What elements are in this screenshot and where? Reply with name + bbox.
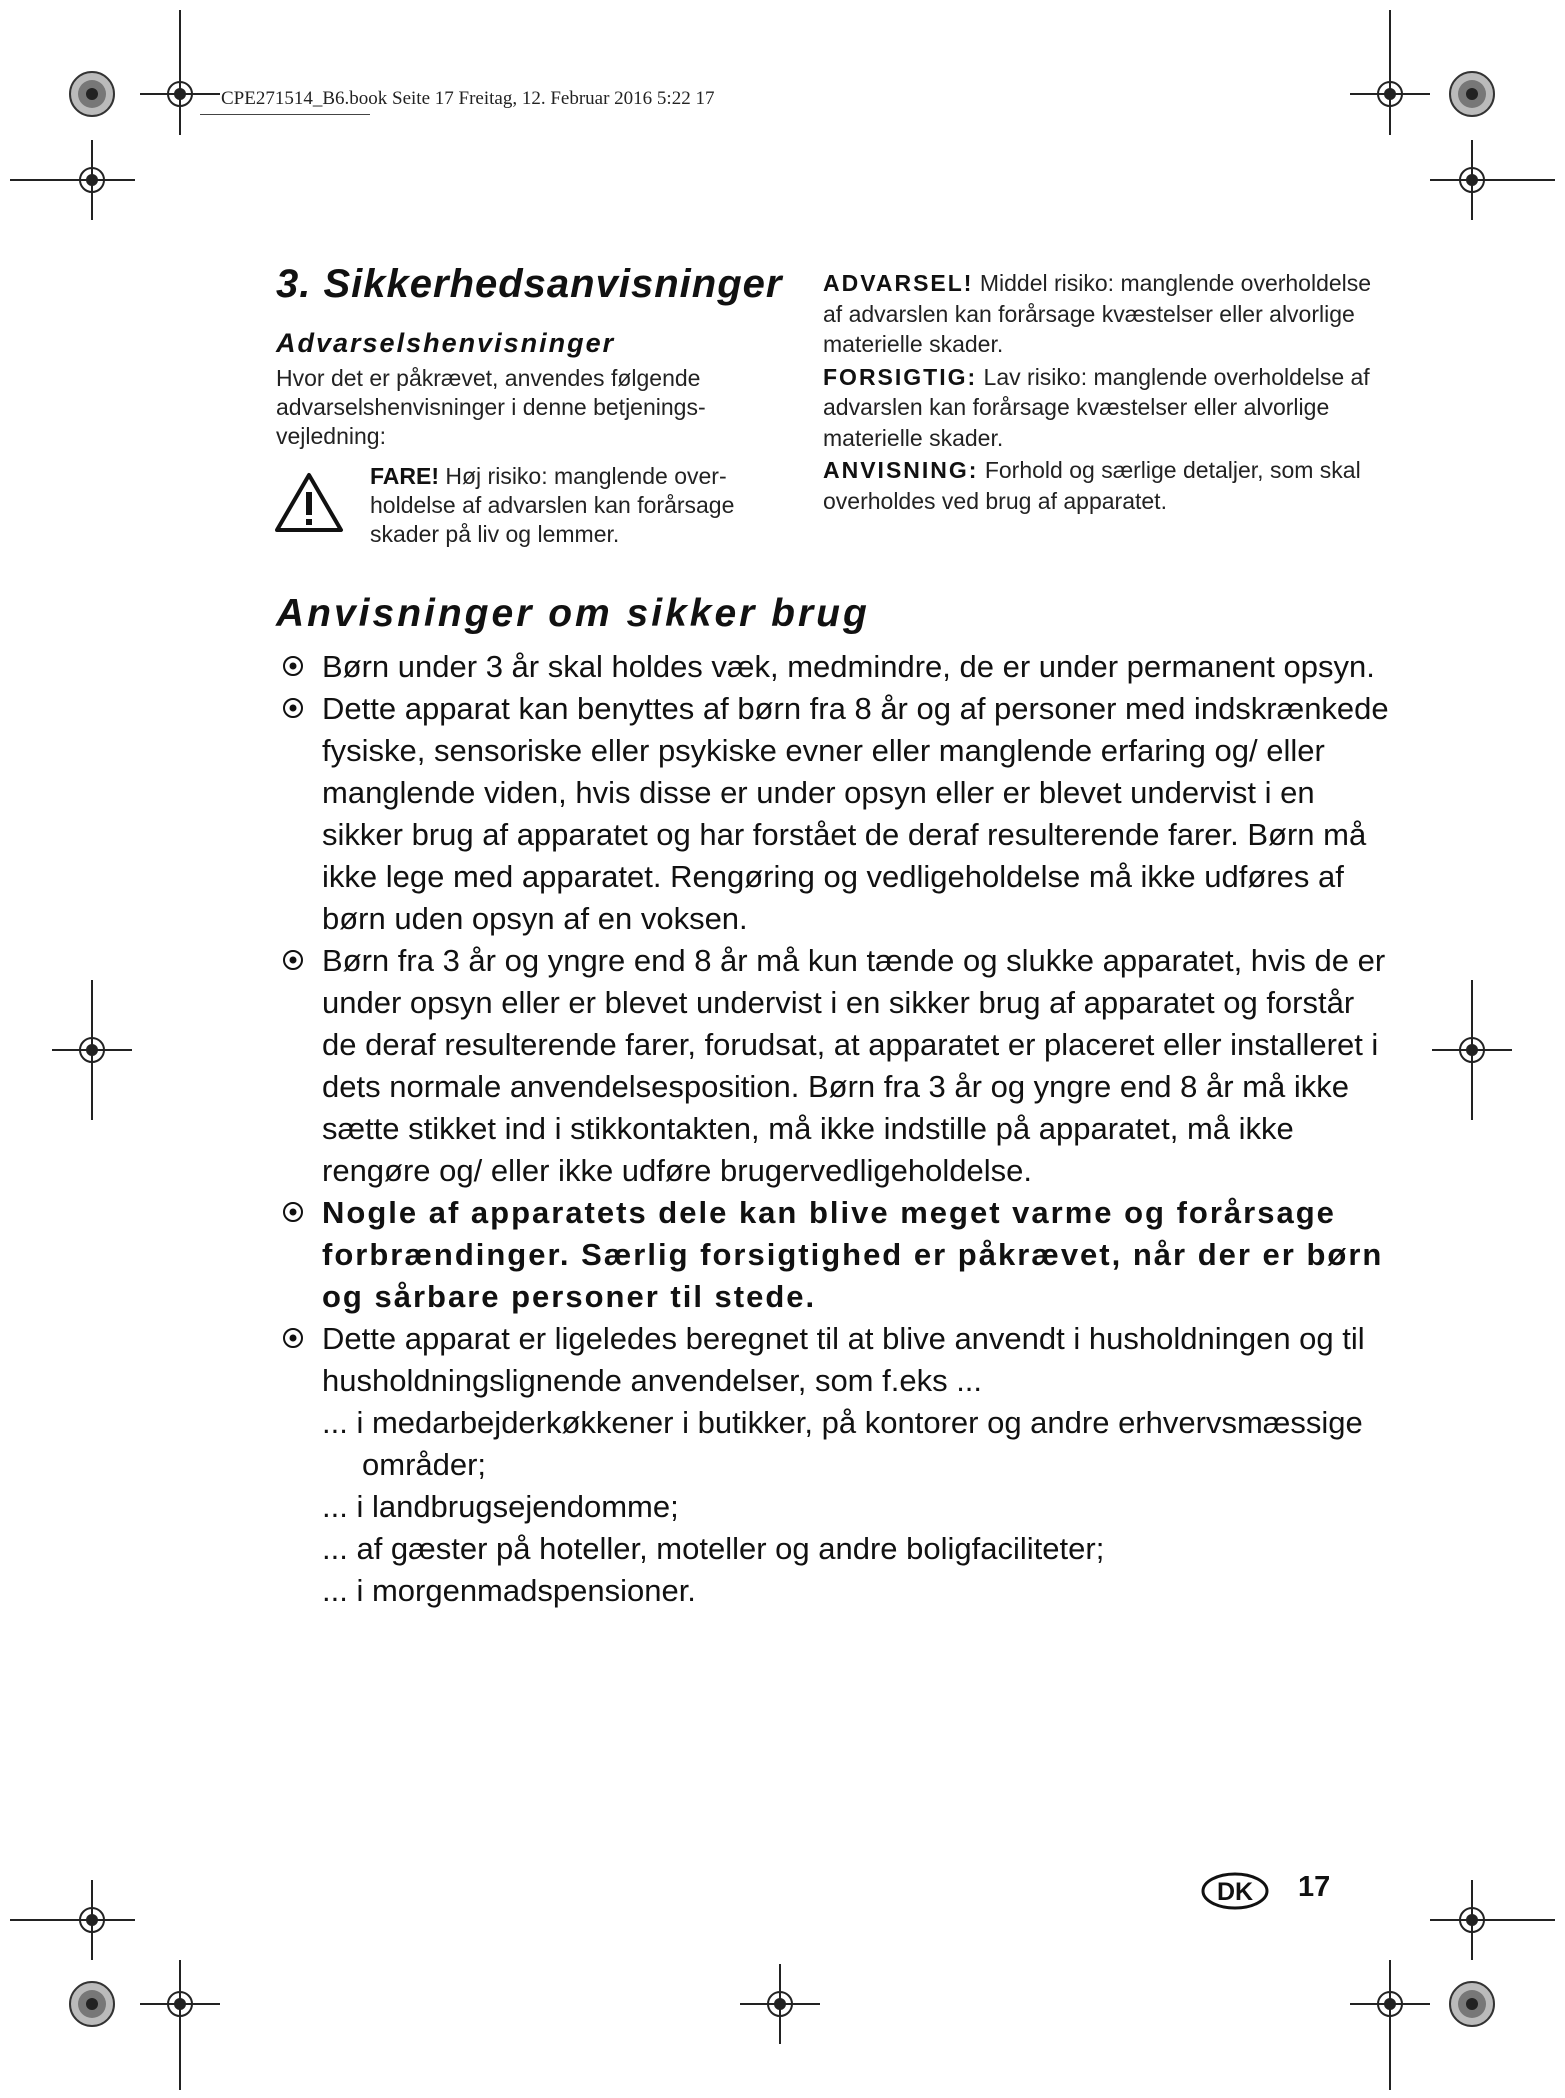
bullet-icon (282, 949, 304, 971)
bullet-icon (282, 655, 304, 677)
sub-list-item: ... i morgenmadspensioner. (322, 1573, 696, 1608)
header-underline (200, 114, 370, 115)
advarsel-note (823, 268, 1383, 360)
bullet-icon (282, 1201, 304, 1223)
list-item-text: Børn fra 3 år og yngre end 8 år må kun tænde og slukke apparatet, hvis de er under opsyn eller er blevet undervist i en sikker brug af apparatet og forstår de deraf resulterende farer, forudsat, at apparatet er placeret eller installeret i dets normale anvendelsesposition. Børn fra 3 år og yngre end 8 år må ikke sætte stikket ind i stikkontakten, må ikke indstille på apparatet, må ikke rengøre og/ eller ikke udføre brugervedligeholdelse. (322, 943, 1386, 1188)
safety-title: Anvisninger om sikker brug (276, 592, 870, 635)
country-badge (1200, 1871, 1270, 1911)
safety-list (282, 646, 1392, 1612)
list-item-text: Dette apparat er ligeledes beregnet til at blive anvendt i husholdningen og til husholdningslignende anvendelser, som f.eks ... (322, 1321, 1365, 1398)
country-code: DK (1216, 1878, 1254, 1906)
anvisning-label: ANVISNING: (823, 457, 979, 483)
fare-note (370, 462, 800, 549)
list-item-text: Dette apparat kan benyttes af børn fra 8 år og af personer med indskrænkede fysiske, sensoriske eller psykiske evner eller manglende erfaring og/ eller manglende viden, hvis disse er under opsyn eller er blevet undervist i en sikker brug af apparatet og har forstået de deraf resulterende farer. Børn må ikke lege med apparatet. Rengøring og vedligeholdelse må ikke udføres af børn uden opsyn af en voksen. (322, 691, 1389, 936)
sub-list-item: ... af gæster på hoteller, moteller og andre boligfaciliteter; (322, 1531, 1105, 1566)
warning-levels (823, 268, 1383, 518)
warning-triangle-icon (274, 472, 344, 534)
fare-text: Høj risiko: manglende overholdelse af advarslen kan forårsage skader på liv og lemmer. (370, 463, 735, 547)
forsigtig-note (823, 362, 1383, 454)
file-header: CPE271514_B6.book Seite 17 Freitag, 12. Februar 2016 5:22 17 (221, 88, 715, 109)
anvisning-text: Forhold og særlige detaljer, som skal overholdes ved brug af apparatet. (823, 457, 1361, 514)
list-item-text: Nogle af apparatets dele kan blive meget varme og forårsage forbrændinger. Særlig forsigtighed er påkrævet, når der er børn og sårbare personer til stede. (322, 1195, 1384, 1314)
advarsel-label: ADVARSEL! (823, 270, 974, 296)
bullet-icon (282, 1327, 304, 1349)
list-item (282, 940, 1392, 1192)
warnings-heading: Advarselshenvisninger (276, 328, 616, 358)
bullet-icon (282, 697, 304, 719)
sub-list-item: ... i medarbejderkøkkener i butikker, på kontorer og andre erhvervsmæssige områder; (322, 1405, 1363, 1482)
advarsel-text: Middel risiko: manglende overholdelse af advarslen kan forårsage kvæstelser eller alvorlige materielle skader. (823, 270, 1372, 357)
forsigtig-text: Lav risiko: manglende overholdelse af advarslen kan forårsage kvæstelser eller alvorlige materielle skader. (823, 363, 1370, 451)
list-item-text: Børn under 3 år skal holdes væk, medmindre, de er under permanent opsyn. (322, 649, 1375, 684)
anvisning-note (823, 455, 1383, 516)
list-item (282, 646, 1392, 688)
list-item (282, 1318, 1392, 1402)
page-number: 17 (1298, 1871, 1331, 1903)
list-item (282, 688, 1392, 940)
forsigtig-label: FORSIGTIG: (823, 363, 978, 390)
warnings-intro: Hvor det er påkrævet, anvendes følgende advarselshenvisninger i denne betjeningsvejledning: (276, 365, 706, 449)
list-item-bold (282, 1192, 1392, 1318)
sub-list-item: ... i landbrugsejendomme; (322, 1489, 679, 1524)
section-title: 3. Sikkerhedsanvisninger (276, 262, 783, 306)
fare-label: FARE! (370, 463, 439, 489)
